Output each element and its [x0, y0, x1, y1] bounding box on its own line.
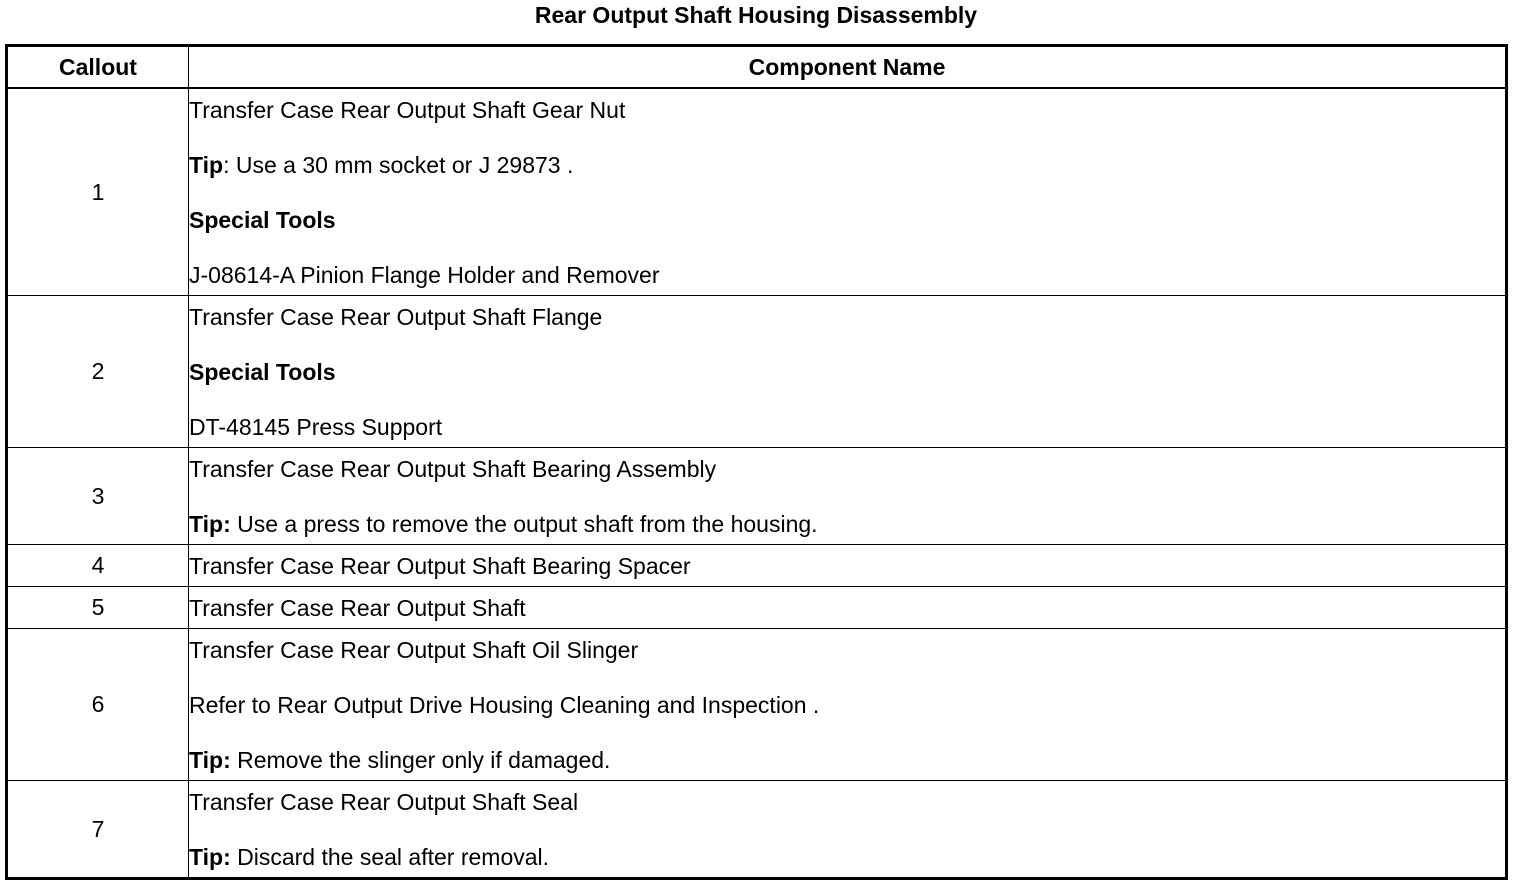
component-cell	[189, 587, 1507, 629]
table-row	[7, 781, 1507, 879]
page-title: Rear Output Shaft Housing Disassembly	[534, 2, 978, 28]
table-row	[7, 629, 1507, 781]
tip-line	[189, 747, 1505, 774]
tip-text: : Use a 30 mm socket or J 29873 .	[223, 152, 574, 178]
component-cell	[189, 448, 1507, 545]
component-name: Transfer Case Rear Output Shaft Oil Slinger	[189, 637, 639, 663]
tip-text: Discard the seal after removal.	[230, 844, 550, 870]
callout-number: 3	[7, 448, 189, 545]
table-row	[7, 587, 1507, 629]
tip-label: Tip:	[189, 844, 231, 870]
component-name: Transfer Case Rear Output Shaft Bearing Assembly	[189, 456, 717, 482]
special-tool: DT-48145 Press Support	[189, 414, 443, 440]
component-name: Transfer Case Rear Output Shaft Bearing Spacer	[189, 553, 691, 579]
component-cell	[189, 88, 1507, 296]
callout-number: 2	[7, 296, 189, 448]
callout-table	[5, 44, 1508, 880]
table-row	[7, 545, 1507, 587]
callout-number: 5	[7, 587, 189, 629]
component-name: Transfer Case Rear Output Shaft	[189, 595, 526, 621]
tip-line	[189, 844, 1505, 871]
table-row	[7, 88, 1507, 296]
header-row	[7, 46, 1507, 89]
tip-text: Remove the slinger only if damaged.	[230, 747, 611, 773]
component-name: Transfer Case Rear Output Shaft Flange	[189, 304, 603, 330]
component-name: Transfer Case Rear Output Shaft Gear Nut	[189, 97, 626, 123]
callout-number: 1	[7, 88, 189, 296]
tip-line	[189, 511, 1505, 538]
special-tools-label: Special Tools	[189, 359, 336, 385]
tip-label: Tip:	[189, 747, 231, 773]
tip-line	[189, 152, 1505, 179]
tip-text: Use a press to remove the output shaft from the housing.	[230, 511, 818, 537]
tip-label: Tip:	[189, 511, 231, 537]
tip-label: Tip	[189, 152, 224, 178]
component-cell	[189, 296, 1507, 448]
component-cell	[189, 545, 1507, 587]
callout-number: 6	[7, 629, 189, 781]
component-name-header: Component Name	[189, 46, 1507, 89]
table-row	[7, 448, 1507, 545]
component-cell	[189, 781, 1507, 879]
component-cell	[189, 629, 1507, 781]
reference-line: Refer to Rear Output Drive Housing Cleaning and Inspection .	[189, 692, 820, 718]
callout-number: 7	[7, 781, 189, 879]
special-tool: J-08614-A Pinion Flange Holder and Remover	[189, 262, 660, 288]
special-tools-label: Special Tools	[189, 207, 336, 233]
table-row	[7, 296, 1507, 448]
callout-header: Callout	[7, 46, 189, 89]
callout-number: 4	[7, 545, 189, 587]
component-name: Transfer Case Rear Output Shaft Seal	[189, 789, 579, 815]
